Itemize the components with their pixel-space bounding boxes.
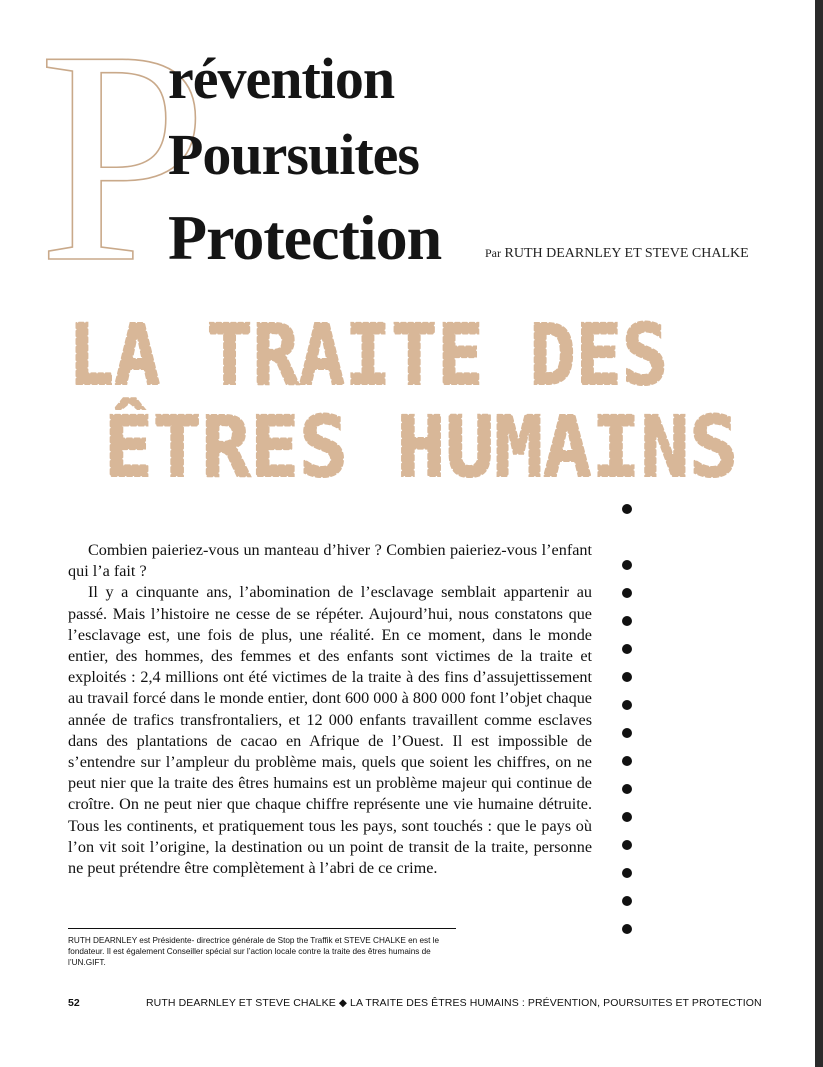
dotted-column-divider — [622, 504, 636, 952]
divider-dot — [622, 504, 632, 514]
divider-dot — [622, 588, 632, 598]
divider-dot — [622, 756, 632, 766]
divider-dot — [622, 644, 632, 654]
divider-dot — [622, 924, 632, 934]
divider-dot — [622, 840, 632, 850]
article-body — [68, 540, 592, 879]
running-head: RUTH DEARNLEY ET STEVE CHALKE ◆ LA TRAITE DES ÊTRES HUMAINS : PRÉVENTION, POURSUITES ET PROTECTION — [146, 997, 762, 1009]
footnote-rule — [68, 928, 456, 929]
display-title-line-2: ÊTRES HUMAINS — [104, 398, 738, 496]
divider-dot — [622, 560, 632, 570]
divider-dot — [622, 728, 632, 738]
heading-line-poursuites: Poursuites — [168, 122, 419, 187]
author-footnote: RUTH DEARNLEY est Présidente- directrice générale de Stop the Traffik et STEVE CHALKE en est le fondateur. Il est également Conseiller spécial sur l’action locale contre la traite des êtres humains de l’UN.GIFT. — [68, 936, 440, 967]
byline-authors: RUTH DEARNLEY ET STEVE CHALKE — [504, 246, 749, 261]
byline-prefix: Par — [485, 246, 501, 260]
heading-line-prevention: révention — [168, 46, 395, 111]
divider-dot — [622, 672, 632, 682]
paragraph-main: Il y a cinquante ans, l’abomination de l’esclavage semblait appartenir au passé. Mais l’histoire ne cesse de se répéter. Aujourd’hui, nous constatons que l’esclavage est, une fois de plus, une réalité. En ce moment, dans le monde entier, des hommes, des femmes et des enfants sont victimes de la traite et exploités : 2,4 millions ont été victimes de la traite à des fins d’assujettissement au travail forcé dans le monde entier, dont 600 000 à 800 000 font l’objet chaque année de trafics transfrontaliers, et 12 000 enfants travaillent comme esclaves dans des plantations de cacao en Afrique de l’Ouest. Il est impossible de s’entendre sur l’ampleur du problème mais, quels que soient les chiffres, on ne peut nier que la traite des êtres humains est un problème majeur qui continue de croître. On ne peut nier que chaque chiffre représente une vie humaine détruite. Tous les continents, et pratiquement tous les pays, sont touchés : que le pays où l’on vit soit l’origine, la destination ou un point de transit de la traite, personne ne peut prétendre être complètement à l’abri de ce crime. — [68, 583, 592, 878]
divider-dot — [622, 784, 632, 794]
heading-line-protection: Protection — [168, 202, 442, 273]
divider-dot — [622, 868, 632, 878]
drop-letter: P — [38, 0, 208, 325]
page-number: 52 — [68, 997, 80, 1009]
divider-dot — [622, 896, 632, 906]
paragraph-intro: Combien paieriez-vous un manteau d’hiver ? Combien paieriez-vous l’enfant qui l’a fait ? — [68, 541, 592, 581]
divider-dot — [622, 616, 632, 626]
display-title-line-1: LA TRAITE DES — [68, 306, 668, 404]
divider-dot — [622, 700, 632, 710]
divider-dot — [622, 812, 632, 822]
